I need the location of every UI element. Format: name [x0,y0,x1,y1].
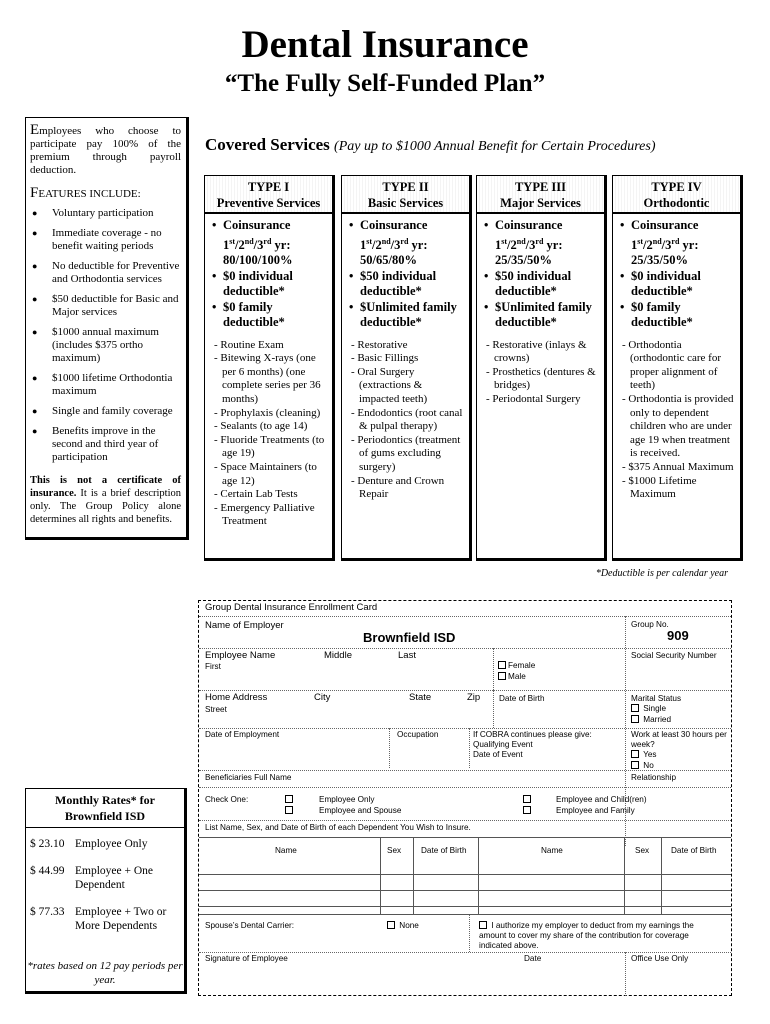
feature-item: ● Benefits improve in the second and third year of participation [32,425,159,463]
type-header: TYPE III Major Services [477,176,604,214]
features-list [30,207,181,464]
feature-item: ● No deductible for Preventive and Orthodontia services [32,260,180,285]
qualifying-event-label: Qualifying Event [473,740,533,749]
signature-label: Signature of Employee [205,954,288,963]
last-label: Last [398,650,416,661]
feature-item: ● Single and family coverage [32,405,173,417]
yes-checkbox[interactable]: Yes [631,750,657,760]
state-label: State [409,692,432,703]
type-column-1 [204,175,335,561]
document-subtitle: “The Fully Self-Funded Plan” [224,70,546,97]
type-services: - Restorative - Basic Fillings - Oral Surgery (extractions & impacted teeth) - Endodontics (root canal & pulpal therapy) - Periodontics (treatment of gums excluding surgery) - Denture and Crown Repair [351,338,463,501]
rates-box: Monthly Rates* for Brownfield ISD $ 23.10 Employee Only $ 44.99 Employee + One Dependent $ 77.33 Employee + Two or More Dependents *rates based on 12 pay periods per year. [25,788,187,994]
check-one-label: Check One: [205,795,249,804]
street-label: Street [205,705,227,714]
group-value[interactable]: 909 [667,628,689,643]
type-benefits: • Coinsurance 1st/2nd/3rd yr: 25/35/50% • $0 individual deductible* • $0 family deductible* [613,214,740,331]
dependent-row[interactable] [199,859,731,875]
employer-label: Name of Employer [205,620,284,631]
employee-children-label: Employee and Child(ren) [556,795,647,804]
checkbox-icon[interactable] [498,672,506,680]
marital-label: Marital Status [631,694,682,703]
checkbox-icon[interactable] [479,921,487,929]
checkbox-icon[interactable] [498,661,506,669]
ssn-label: Social Security Number [631,651,717,660]
col-name-2: Name [541,846,563,855]
employee-spouse-label: Employee and Spouse [319,806,402,815]
checkbox-icon[interactable] [631,704,639,712]
checkbox-icon[interactable] [631,750,639,758]
checkbox-icon[interactable] [523,806,531,814]
middle-label: Middle [324,650,352,661]
date-employment-label: Date of Employment [205,730,280,739]
enrollment-card [198,600,732,996]
feature-item: ● $1000 annual maximum (includes $375 ortho maximum) [32,326,159,364]
office-use-label: Office Use Only [631,954,689,963]
authorize-checkbox[interactable]: I authorize my employer to deduct from my earnings the amount to cover my share of the contribution for coverage indicated above. [479,921,694,950]
col-dob-2: Date of Birth [671,846,717,855]
col-name-1: Name [275,846,297,855]
type-header: TYPE IV Orthodontic [613,176,740,214]
features-intro: Employees who choose to participate pay 100% of the premium through payroll deduction. [30,122,181,176]
beneficiaries-label: Beneficiaries Full Name [205,773,292,782]
date-event-label: Date of Event [473,750,523,759]
rates-heading: Monthly Rates* for Brownfield ISD [26,789,184,828]
features-box [25,117,189,540]
employee-spouse-checkbox[interactable] [285,806,295,816]
type-column-2 [341,175,472,561]
checkbox-icon[interactable] [285,806,293,814]
type-services: - Routine Exam - Bitewing X-rays (one per 6 months) (one complete series per 36 months) - Prophylaxis (cleaning) - Sealants (to age 14) - Fluoride Treatments (to age 19) - Space Maintainers (to age 12) - Certain Lab Tests - Emergency Palliative Treatment [214,338,325,528]
employee-only-checkbox[interactable] [285,795,295,805]
feature-item: ● $50 deductible for Basic and Major services [32,293,179,318]
occupation-label: Occupation [397,730,439,739]
features-heading: FEATURES INCLUDE: [30,185,141,201]
cobra-label: If COBRA continues please give: [473,730,592,739]
none-checkbox[interactable]: None [387,921,419,931]
type-header: TYPE I Preventive Services [205,176,332,214]
feature-item: ● Voluntary participation [32,207,154,219]
male-checkbox[interactable]: Male [498,672,526,682]
col-sex-1: Sex [387,846,402,855]
card-title: Group Dental Insurance Enrollment Card [205,602,378,613]
feature-item: ● $1000 lifetime Orthodontia maximum [32,372,173,397]
dob-label: Date of Birth [499,694,545,703]
date-label: Date [524,954,542,963]
group-label: Group No. [631,620,669,629]
home-address-label: Home Address [205,692,268,703]
type-benefits: • Coinsurance 1st/2nd/3rd yr: 50/65/80% • $50 individual deductible* • $Unlimited family deductible* [342,214,469,331]
col-dob-1: Date of Birth [421,846,467,855]
type-services: - Orthodontia (orthodontic care for proper alignment of teeth) - Orthodontia is provided only to dependent children who are under age 19 when treatment is received. - $375 Annual Maximum - $1000 Lifetime Maximum [622,338,734,501]
covered-services-heading: Covered Services (Pay up to $1000 Annual Benefit for Certain Procedures) [205,135,656,154]
married-checkbox[interactable]: Married [631,715,671,725]
checkbox-icon[interactable] [387,921,395,929]
employee-children-checkbox[interactable] [523,795,533,805]
checkbox-icon[interactable] [631,761,639,769]
type-benefits: • Coinsurance 1st/2nd/3rd yr: 25/35/50% • $50 individual deductible* • $Unlimited family deductible* [477,214,604,331]
employer-value[interactable]: Brownfield ISD [363,630,456,645]
type-column-4 [612,175,743,561]
employee-name-label: Employee Name [205,650,276,661]
checkbox-icon[interactable] [523,795,531,803]
city-label: City [314,692,331,703]
type-benefits: • Coinsurance 1st/2nd/3rd yr: 80/100/100% • $0 individual deductible* • $0 family deductible* [205,214,332,331]
type-header: TYPE II Basic Services [342,176,469,214]
type-column-3 [476,175,607,561]
document-title: Dental Insurance [241,23,529,66]
employee-family-label: Employee and Family [556,806,635,815]
employee-only-label: Employee Only [319,795,375,804]
feature-item: ● Immediate coverage - no benefit waiting periods [32,227,162,252]
single-checkbox[interactable]: Single [631,704,666,714]
dependents-instructions: List Name, Sex, and Date of Birth of each Dependent You Wish to Insure. [205,823,471,832]
female-checkbox[interactable]: Female [498,661,535,671]
deductible-note: *Deductible is per calendar year [595,568,728,579]
relationship-label: Relationship [631,773,677,782]
disclaimer: This is not a certificate of insurance. It is a brief description only. The Group Policy alone determines all rights and benefits. [30,475,181,525]
no-checkbox[interactable]: No [631,761,654,771]
zip-label: Zip [467,692,481,703]
dependent-row[interactable] [199,899,731,915]
employee-family-checkbox[interactable] [523,806,533,816]
work30-label: Work at least 30 hours per week? [631,730,727,749]
col-sex-2: Sex [635,846,650,855]
spouse-carrier-label: Spouse’s Dental Carrier: [205,921,295,930]
checkbox-icon[interactable] [285,795,293,803]
first-label: First [205,662,221,671]
dependent-row[interactable] [199,875,731,891]
checkbox-icon[interactable] [631,715,639,723]
type-services: - Restorative (inlays & crowns) - Prosthetics (dentures & bridges) - Periodontal Surgery [486,338,596,406]
rates-note: *rates based on 12 pay periods per year. [27,960,183,986]
